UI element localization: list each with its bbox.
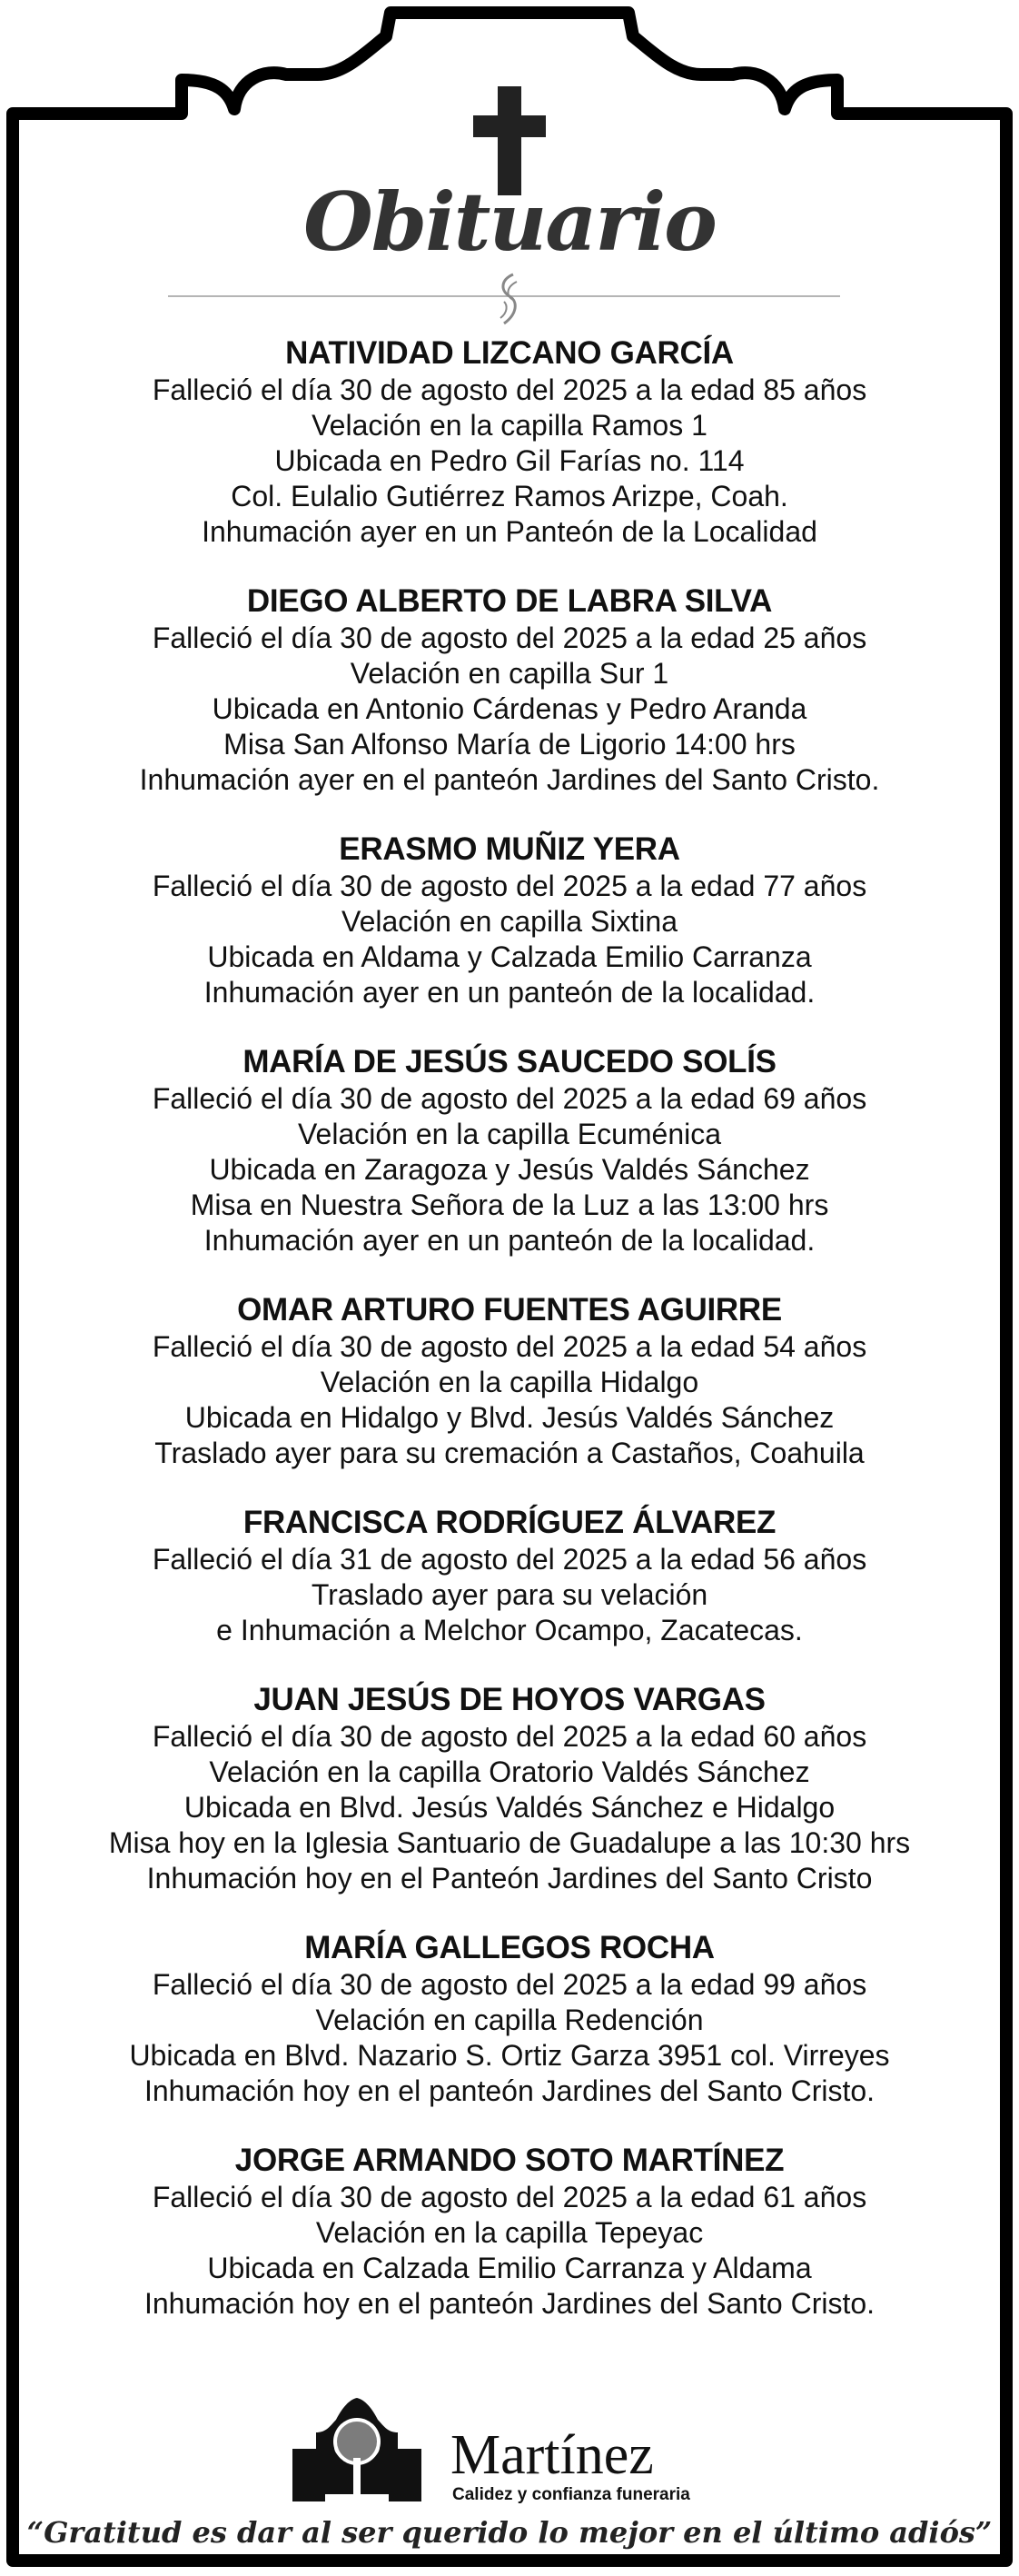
- obituary-list: [36, 334, 983, 2354]
- funeral-home-logo: [289, 2394, 730, 2503]
- closing-quote: “Gratitud es dar al ser querido lo mejor en el último adiós”: [26, 2515, 993, 2550]
- deceased-name: JUAN JESÚS DE HOYOS VARGAS: [253, 1682, 766, 1717]
- obituary-detail-line: Velación en la capilla Hidalgo: [320, 1366, 699, 1398]
- obituary-entry: [36, 1291, 983, 1471]
- obituary-detail-line: Falleció el día 30 de agosto del 2025 a la edad 25 años: [152, 622, 867, 654]
- obituary-detail-line: Velación en la capilla Ecuménica: [297, 1118, 722, 1150]
- obituary-detail-line: Falleció el día 30 de agosto del 2025 a la edad 85 años: [152, 373, 867, 406]
- obituary-entry: [36, 2142, 983, 2322]
- obituary-detail-line: Falleció el día 30 de agosto del 2025 a la edad 77 años: [152, 870, 867, 902]
- obituary-detail-line: Velación en la capilla Tepeyac: [315, 2216, 704, 2249]
- deceased-name: ERASMO MUÑIZ YERA: [339, 831, 680, 867]
- obituary-detail-line: Misa hoy en la Iglesia Santuario de Guadalupe a las 10:30 hrs: [108, 1826, 911, 1859]
- obituary-detail-line: Falleció el día 31 de agosto del 2025 a la edad 56 años: [152, 1543, 867, 1576]
- obituary-detail-line: Falleció el día 30 de agosto del 2025 a la edad 99 años: [152, 1968, 867, 2001]
- flourish-icon: [495, 271, 522, 329]
- obituary-detail-line: Velación en la capilla Ramos 1: [312, 409, 707, 442]
- obituary-detail-line: Inhumación ayer en un panteón de la localidad.: [203, 1224, 816, 1257]
- obituary-detail-line: Falleció el día 30 de agosto del 2025 a la edad 54 años: [152, 1330, 867, 1363]
- brand-tagline: Calidez y confianza funeraria: [452, 2485, 690, 2504]
- obituary-detail-line: e Inhumación a Melchor Ocampo, Zacatecas.: [216, 1614, 803, 1646]
- obituary-detail-line: Ubicada en Antonio Cárdenas y Pedro Aranda: [212, 692, 807, 725]
- obituary-detail-line: Traslado ayer para su velación: [311, 1578, 708, 1611]
- deceased-name: MARÍA GALLEGOS ROCHA: [304, 1930, 715, 1965]
- deceased-name: NATIVIDAD LIZCANO GARCÍA: [285, 335, 734, 371]
- obituary-detail-line: Misa San Alfonso María de Ligorio 14:00 hrs: [223, 728, 796, 761]
- deceased-name: OMAR ARTURO FUENTES AGUIRRE: [237, 1292, 782, 1328]
- obituary-detail-line: Ubicada en Blvd. Jesús Valdés Sánchez e Hidalgo: [183, 1791, 836, 1824]
- obituary-detail-line: Velación en la capilla Oratorio Valdés Sánchez: [209, 1755, 810, 1788]
- deceased-name: JORGE ARMANDO SOTO MARTÍNEZ: [234, 2143, 785, 2178]
- obituary-entry: [36, 1043, 983, 1258]
- deceased-name: FRANCISCA RODRÍGUEZ ÁLVAREZ: [242, 1505, 777, 1540]
- obituary-detail-line: Ubicada en Blvd. Nazario S. Ortiz Garza 3951 col. Virreyes: [129, 2039, 890, 2072]
- obituary-detail-line: Inhumación hoy en el panteón Jardines del Santo Cristo.: [143, 2074, 876, 2107]
- brand-name: Martínez: [450, 2424, 654, 2486]
- obituary-detail-line: Ubicada en Zaragoza y Jesús Valdés Sánchez: [209, 1153, 810, 1186]
- obituary-detail-line: Velación en capilla Sixtina: [341, 905, 678, 938]
- obituary-detail-line: Inhumación ayer en un panteón de la localidad.: [203, 976, 816, 1009]
- obituary-detail-line: Inhumación ayer en un Panteón de la Localidad: [202, 515, 817, 548]
- obituary-entry: [36, 1504, 983, 1648]
- obituary-detail-line: Falleció el día 30 de agosto del 2025 a la edad 60 años: [152, 1720, 867, 1753]
- obituary-detail-line: Inhumación hoy en el panteón Jardines del Santo Cristo.: [143, 2287, 876, 2320]
- obituary-detail-line: Velación en capilla Redención: [315, 2004, 704, 2036]
- obituary-detail-line: Traslado ayer para su cremación a Castaños, Coahuila: [154, 1437, 865, 1469]
- obituary-detail-line: Misa en Nuestra Señora de la Luz a las 13:00 hrs: [190, 1189, 829, 1221]
- obituary-detail-line: Velación en capilla Sur 1: [350, 657, 669, 690]
- obituary-entry: [36, 582, 983, 798]
- deceased-name: DIEGO ALBERTO DE LABRA SILVA: [246, 583, 773, 619]
- obituary-detail-line: Ubicada en Aldama y Calzada Emilio Carranza: [207, 940, 812, 973]
- obituary-detail-line: Ubicada en Pedro Gil Farías no. 114: [274, 444, 745, 477]
- obituary-entry: [36, 1681, 983, 1896]
- obituary-detail-line: Falleció el día 30 de agosto del 2025 a la edad 69 años: [152, 1082, 867, 1115]
- page-title: Obituario: [303, 174, 716, 269]
- obituary-detail-line: Ubicada en Hidalgo y Blvd. Jesús Valdés Sánchez: [184, 1401, 835, 1434]
- obituary-detail-line: Inhumación ayer en el panteón Jardines del Santo Cristo.: [139, 763, 880, 796]
- obituary-entry: [36, 1929, 983, 2109]
- obituary-detail-line: Inhumación hoy en el Panteón Jardines del Santo Cristo: [146, 1862, 873, 1895]
- chapel-tree-icon: [289, 2394, 425, 2501]
- deceased-name: MARÍA DE JESÚS SAUCEDO SOLÍS: [242, 1044, 777, 1079]
- obituary-detail-line: Falleció el día 30 de agosto del 2025 a la edad 61 años: [152, 2181, 867, 2213]
- obituary-detail-line: Col. Eulalio Gutiérrez Ramos Arizpe, Coah.: [231, 480, 788, 512]
- obituary-entry: [36, 334, 983, 550]
- obituary-entry: [36, 830, 983, 1010]
- obituary-detail-line: Ubicada en Calzada Emilio Carranza y Aldama: [207, 2252, 812, 2284]
